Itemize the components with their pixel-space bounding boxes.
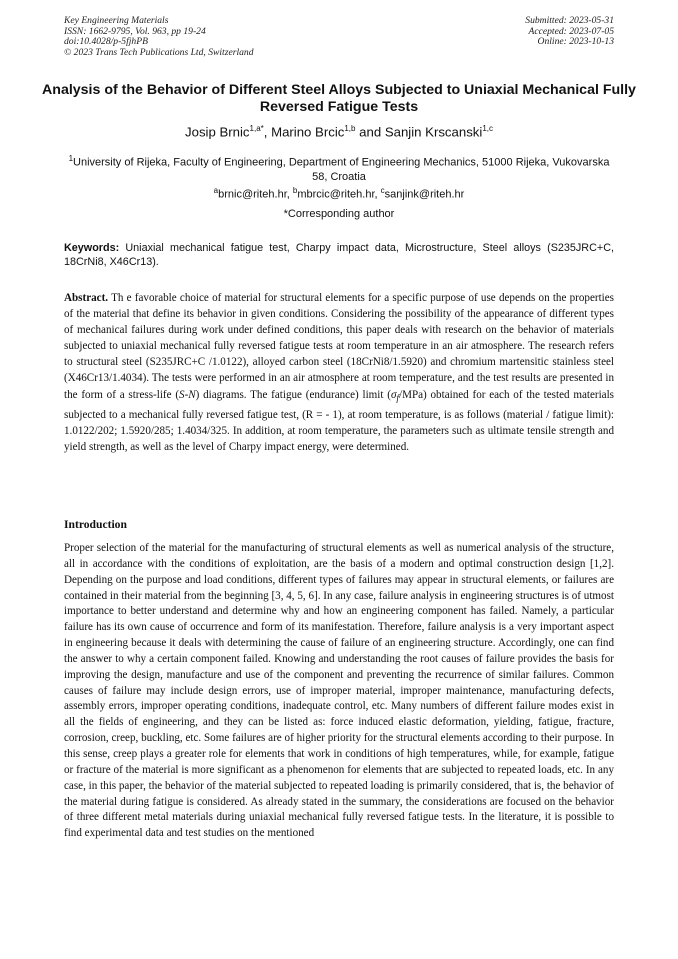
author-separator: , bbox=[263, 124, 272, 140]
copyright: © 2023 Trans Tech Publications Ltd, Switzerland bbox=[64, 46, 254, 58]
affiliation-mark: 1 bbox=[68, 154, 74, 163]
email-mark: b bbox=[292, 186, 298, 195]
email-list: $^a$brnic@riteh.hr, $^b$mbrcic@riteh.hr, $^c$sanjink@riteh.hr bbox=[213, 186, 465, 201]
author-email[interactable]: brnic@riteh.hr bbox=[218, 188, 287, 201]
author-list bbox=[40, 124, 638, 139]
author-email[interactable]: sanjink@riteh.hr bbox=[384, 188, 465, 201]
abstract-sigma-sub: f bbox=[396, 393, 399, 404]
keywords-label: Keywords: bbox=[64, 242, 120, 254]
introduction-body: Proper selection of the material for the manufacturing of structural elements as well as numerical analysis of the structure, all in accordance with the conditions of exploitation, are the basis of a modern and optimal construction design [1,2]. Depending on the purpose and load conditions, different types of failures may appear in structural elements, or failures are contained in their material from the beginning [3, 4, 5, 6]. In any case, failure analysis in engineering structures is of utmost importance to better understand and determine why and how an engineering component has failed. Namely, a particular failure has its own cause of occurrence and form of its manifestation. Therefore, failure analysis is a very important aspect in engineering because it deals with determining the cause of failure of an engineering structure. Accordingly, one can find the answer to why a certain component failed. Knowing and understanding the root causes of failure provides the basis for improving the design, manufacture and use of the component and preventing the recurrence of similar failures. Common causes of failure may include design errors, use of improper material, improper maintenance, manufacturing defects, assembly errors, improper operating conditions, inadequate control, etc. Many numbers of different failure modes exist in all the fields of engineering, and they can be listed as: force induced elastic deformation, yielding, fatigue, fracture, corrosion, creep, buckling, etc. Some failures are of higher priority for the structural elements according to their purpose. In this sense, creep plays a greater role for elements that work in conditions of high temperatures, while, for example, fatigue or fracture of the material is more significant as a phenomenon for elements that are subjected to repeated loads, etc. In any case, in this paper, the behavior of the material subjected to repeated loading is primarily considered, that is, the behavior of the material during fatigue is considered. As already stated in the summary, the considerations are focused on the behavior of three different metal materials during uniaxial mechanical fully reversed fatigue tests. In the literature, it is possible to find experimental data and test studies on the mentioned bbox=[64, 542, 614, 840]
author-name: Sanjin Krscanski bbox=[384, 124, 483, 140]
keywords-text: Uniaxial mechanical fatigue test, Charpy impact data, Microstructure, Steel alloys (S235JRC+C, 18CrNi8, X46Cr13). bbox=[64, 242, 615, 268]
section-heading-introduction: Introduction bbox=[64, 518, 127, 531]
email-mark: a bbox=[213, 186, 219, 195]
abstract-text: Th e favorable choice of material for structural elements for a specific purpose of use depends on the properties of the material that define its behavior in given conditions. Considering the possibility of the appearance of different types of mechanical failures during work under defined conditions, this paper deals with research on the behavior of materials subjected to uniaxial mechanical fully reversed fatigue tests at room temperature in an air atmosphere. The research refers to structural steel (S235JRC+C /1.0122), alloyed carbon steel (18CrNi8/1.5920) and chromium martensitic stainless steel (X46Cr13/1.4034). The tests were performed in an air atmosphere at room temperature, and the test results are presented in the form of a stress-life ( bbox=[64, 292, 614, 401]
affiliation bbox=[60, 152, 618, 184]
affiliation-text: University of Rijeka, Faculty of Engineering, Department of Engineering Mechanics, 51000 Rijeka, Vukovarska 58, Croatia bbox=[73, 156, 610, 183]
abstract-text: ) diagrams. The fatigue (endurance) limit ( bbox=[195, 388, 391, 401]
issn: ISSN: 1662-9795, Vol. 963, pp 19-24 bbox=[64, 25, 206, 37]
author-email[interactable]: mbrcic@riteh.hr bbox=[297, 188, 375, 201]
accepted-date: Accepted: 2023-07-05 bbox=[528, 25, 614, 37]
journal-info bbox=[64, 16, 254, 58]
abstract-sn-term: S-N bbox=[179, 388, 196, 401]
abstract-sigma: σ bbox=[390, 388, 397, 401]
author-name: Josip Brnic bbox=[185, 124, 250, 140]
online-date: Online: 2023-10-13 bbox=[537, 36, 614, 48]
corresponding-author-note: *Corresponding author bbox=[283, 208, 395, 220]
author-affil-mark: 1,a* bbox=[249, 124, 264, 133]
keywords bbox=[64, 241, 614, 269]
abstract bbox=[64, 290, 614, 455]
paper-title: Analysis of the Behavior of Different Steel Alloys Subjected to Uniaxial Mechanical Fully Reversed Fatigue Tests bbox=[42, 82, 636, 115]
author-name: Marino Brcic bbox=[271, 124, 345, 140]
publication-dates bbox=[525, 16, 614, 48]
abstract-text: /MPa) obtained for each of the tested materials subjected to a mechanical fully reversed fatigue test, (R = - 1), at room temperature, is as follows (material / fatigue limit): 1.0122/202; 1.5920/285; 1.4034/325. In addition, at room temperature, the parameters such as ultimate tensile strength and yield strength, as well as the level of Charpy impact energy, were determined. bbox=[64, 388, 614, 454]
doi: doi:10.4028/p-5fjhPB bbox=[64, 36, 148, 48]
submitted-date: Submitted: 2023-05-31 bbox=[525, 15, 614, 26]
author-conjunction: and bbox=[355, 124, 385, 140]
journal-name: Key Engineering Materials bbox=[64, 15, 169, 26]
abstract-label: Abstract. bbox=[64, 292, 109, 304]
email-mark: c bbox=[380, 186, 385, 195]
author-affil-mark: 1,b bbox=[344, 124, 356, 133]
author-affil-mark: 1,c bbox=[482, 124, 493, 133]
